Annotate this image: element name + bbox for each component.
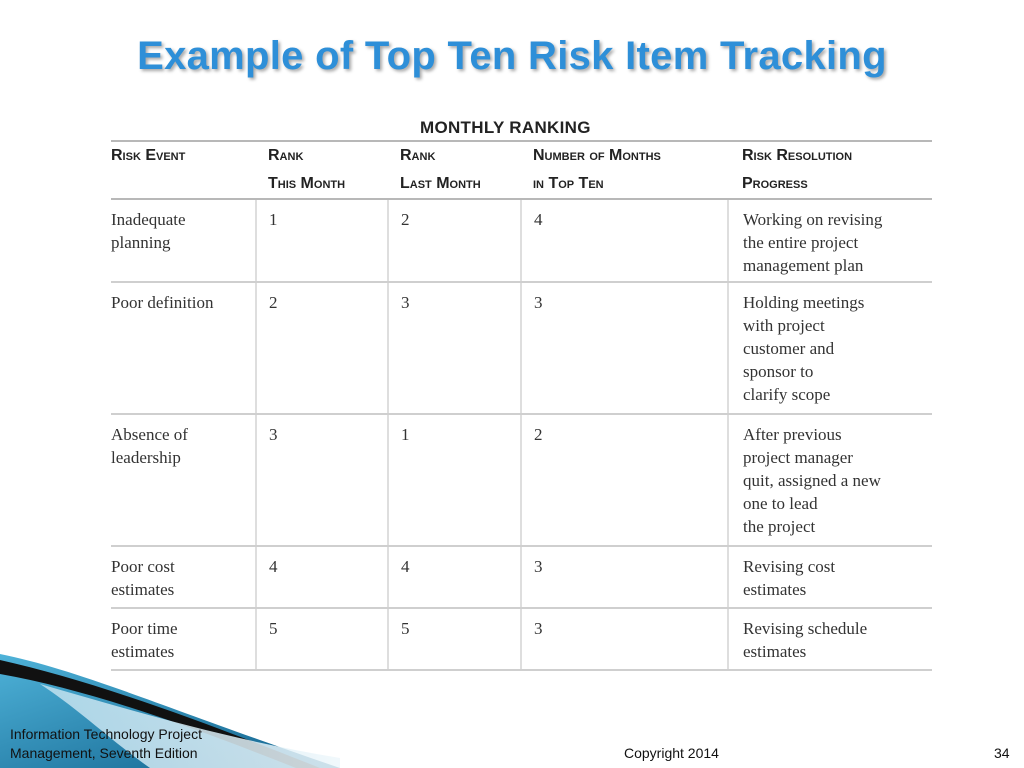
footer-source [10,725,202,763]
cell-resolution-progress-line: project manager [743,448,853,467]
cell-rank-last-month: 2 [388,199,521,282]
cell-resolution-progress [728,414,932,546]
table-header-row [111,141,932,199]
cell-resolution-progress-line: estimates [743,642,807,661]
cell-rank-this-month: 1 [256,199,388,282]
cell-resolution-progress-line: After previous [743,425,842,444]
cell-rank-last-month: 3 [388,282,521,414]
cell-risk-event [111,546,256,608]
cell-resolution-progress-line: sponsor to [743,362,814,381]
cell-risk-event-line: Poor time [111,619,178,638]
cell-resolution-progress-line: the entire project [743,233,859,252]
cell-resolution-progress-line: Holding meetings [743,293,865,312]
cell-risk-event-line: estimates [111,642,175,661]
cell-resolution-progress-line: Revising schedule [743,619,868,638]
table-row [111,199,932,282]
cell-months-in-top-ten: 3 [521,608,728,670]
footer-source-line2: Management, Seventh Edition [10,745,198,761]
header-risk-resolution-progress: Risk Resolution Progress [728,141,932,199]
cell-resolution-progress-line: customer and [743,339,835,358]
cell-rank-this-month: 3 [256,414,388,546]
cell-resolution-progress-line: with project [743,316,825,335]
footer-copyright: Copyright 2014 [624,745,719,761]
cell-resolution-progress [728,199,932,282]
cell-rank-this-month: 2 [256,282,388,414]
cell-risk-event [111,414,256,546]
cell-rank-this-month: 4 [256,546,388,608]
cell-risk-event-line: Poor cost [111,557,175,576]
header-months-in-top-ten: Number of Months in Top Ten [521,141,728,199]
cell-resolution-progress-line: clarify scope [743,385,831,404]
cell-risk-event-line: Absence of [111,425,188,444]
table-caption: MONTHLY RANKING [420,118,591,137]
risk-tracking-table [111,140,932,671]
cell-months-in-top-ten: 4 [521,199,728,282]
table-row [111,414,932,546]
cell-resolution-progress-line: one to lead [743,494,818,513]
page-number: 34 [994,745,1010,761]
cell-risk-event-line: Poor definition [111,293,214,312]
header-risk-event: Risk Event [111,141,256,199]
table-row [111,282,932,414]
cell-resolution-progress-line: the project [743,517,816,536]
cell-rank-last-month: 5 [388,608,521,670]
cell-resolution-progress-line: Working on revising [743,210,883,229]
slide-title: Example of Top Ten Risk Item Tracking [137,34,887,78]
header-rank-last-month: Rank Last Month [388,141,521,199]
cell-months-in-top-ten: 2 [521,414,728,546]
cell-risk-event-line: estimates [111,580,175,599]
cell-rank-last-month: 1 [388,414,521,546]
cell-risk-event [111,282,256,414]
cell-resolution-progress [728,546,932,608]
cell-resolution-progress [728,282,932,414]
cell-risk-event-line: leadership [111,448,181,467]
cell-resolution-progress-line: management plan [743,256,864,275]
footer-source-line1: Information Technology Project [10,726,202,742]
cell-risk-event-line: planning [111,233,171,252]
cell-resolution-progress-line: Revising cost [743,557,836,576]
cell-risk-event-line: Inadequate [111,210,186,229]
cell-risk-event [111,199,256,282]
cell-resolution-progress [728,608,932,670]
cell-resolution-progress-line: quit, assigned a new [743,471,881,490]
cell-months-in-top-ten: 3 [521,282,728,414]
cell-rank-last-month: 4 [388,546,521,608]
cell-rank-this-month: 5 [256,608,388,670]
header-rank-this-month: Rank This Month [256,141,388,199]
table-row [111,546,932,608]
cell-months-in-top-ten: 3 [521,546,728,608]
cell-resolution-progress-line: estimates [743,580,807,599]
